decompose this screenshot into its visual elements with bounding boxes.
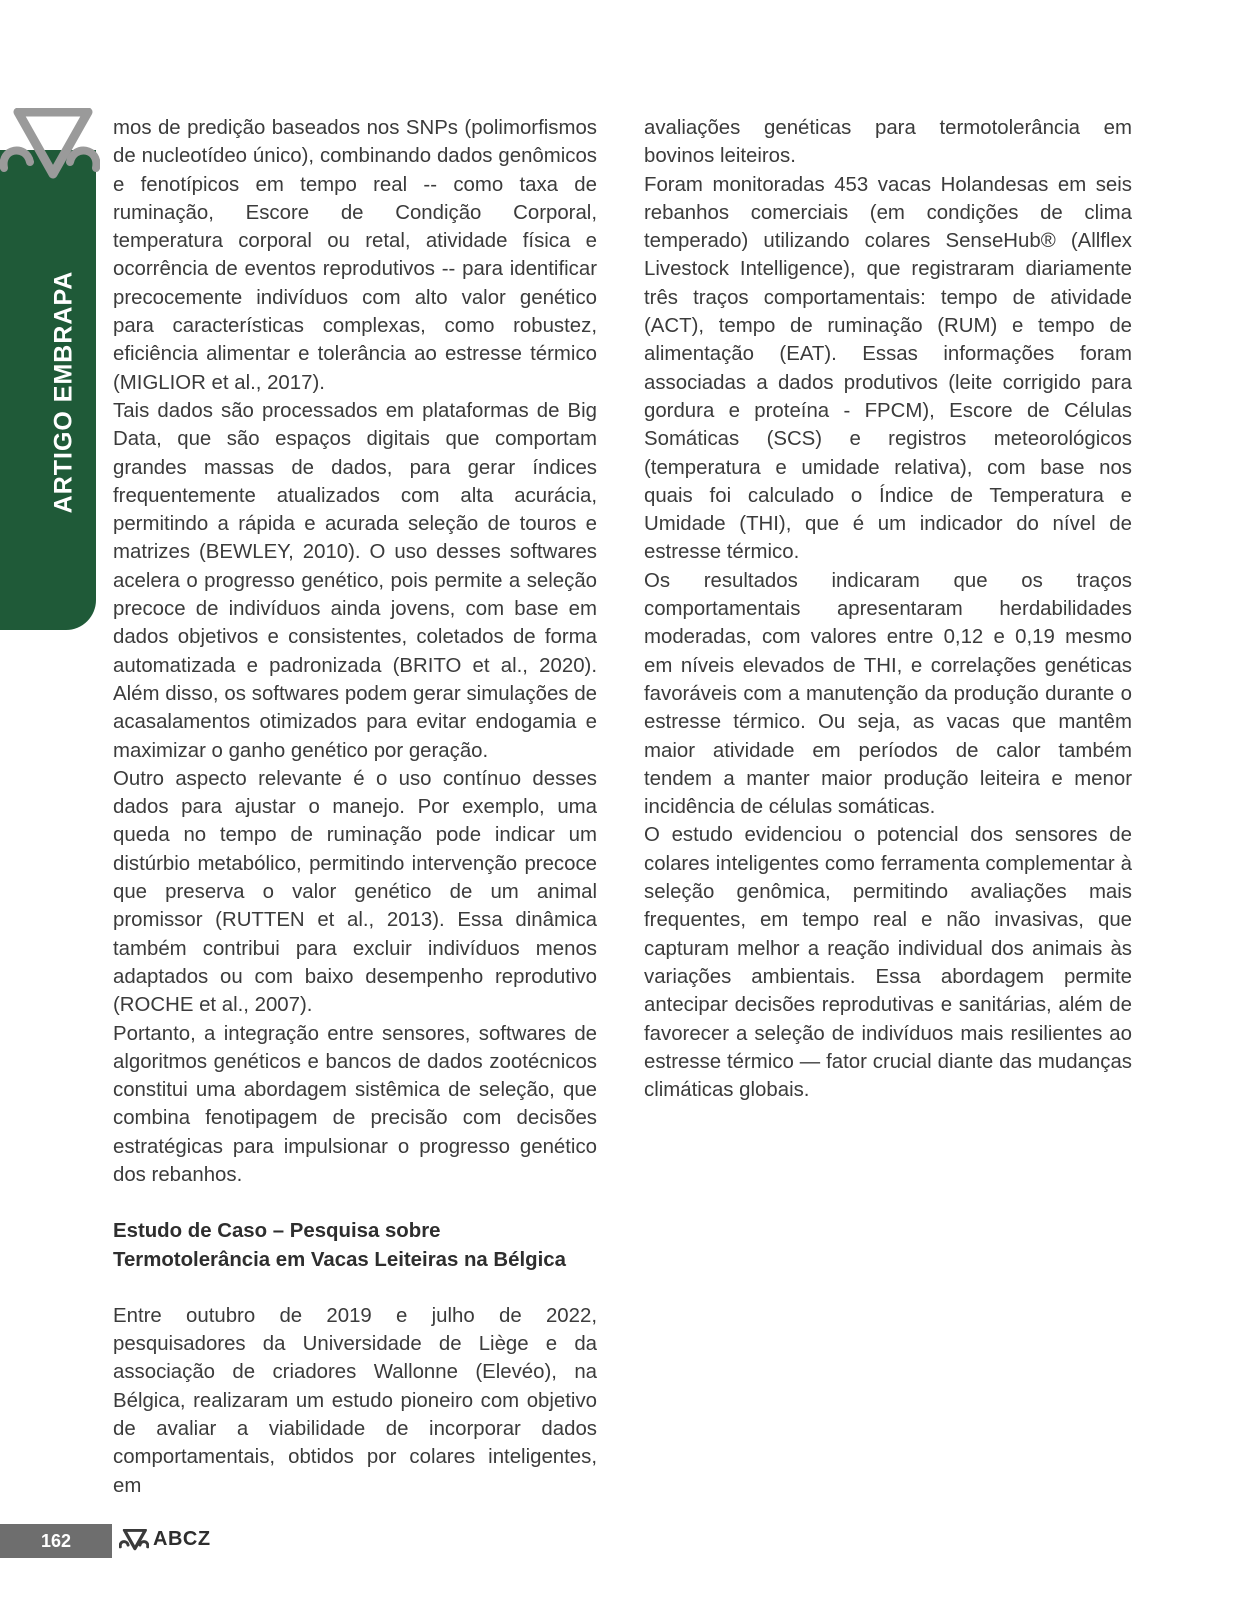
paragraph: O estudo evidenciou o potencial dos sensores de colares inteligentes como ferramenta complementar à seleção genômica, permitindo avaliações mais frequentes, em tempo real e não invasivas, que capturam melhor a reação individual dos animais às variações ambientais. Essa abordagem permite antecipar decisões reprodutivas e sanitárias, além de favorecer a seleção de indivíduos mais resilientes ao estresse térmico — fator crucial diante das mudanças climáticas globais. (644, 824, 1132, 1102)
side-tab (0, 150, 96, 630)
paragraph: avaliações genéticas para termotolerância em bovinos leiteiros. (644, 117, 1132, 168)
brand-name: ABCZ (153, 1528, 211, 1550)
side-tab-label: ARTIGO EMBRAPA (49, 270, 78, 514)
abcz-emblem-icon (0, 108, 100, 182)
paragraph: Portanto, a integração entre sensores, softwares de algoritmos genéticos e bancos de dados zootécnicos constitui uma abordagem sistêmica de seleção, que combina fenotipagem de precisão com decisões estratégicas para impulsionar o progresso genético dos rebanhos. (113, 1022, 597, 1186)
paragraph: Entre outubro de 2019 e julho de 2022, pesquisadores da Universidade de Liège e da associação de criadores Wallonne (Elevéo), na Bélgica, realizaram um estudo pioneiro com objetivo de avaliar a viabilidade de incorporar dados comportamentais, obtidos por colares inteligentes, em (113, 1304, 597, 1497)
left-column (113, 114, 597, 1500)
paragraph: Tais dados são processados em plataformas de Big Data, que são espaços digitais que comportam grandes massas de dados, para gerar índices frequentemente atualizados com alta acurácia, permitindo a rápida e acurada seleção de touros e matrizes (BEWLEY, 2010). O uso desses softwares acelera o progresso genético, pois permite a seleção precoce de indivíduos ainda jovens, com base em dados objetivos e consistentes, coletados de forma automatizada e padronizada (BRITO et al., 2020). Além disso, os softwares podem gerar simulações de acasalamentos otimizados para evitar endogamia e maximizar o ganho genético por geração. (113, 399, 597, 762)
paragraph: mos de predição baseados nos SNPs (polimorfismos de nucleotídeo único), combinando dados genômicos e fenotípicos em tempo real -- como taxa de ruminação, Escore de Condição Corporal, temperatura corporal ou retal, atividade física e ocorrência de eventos reprodutivos -- para identificar precocemente indivíduos com alto valor genético para características complexas, como robustez, eficiência alimentar e tolerância ao estresse térmico (MIGLIOR et al., 2017). (113, 117, 597, 394)
section-heading: Estudo de Caso – Pesquisa sobre Termotolerância em Vacas Leiteiras na Bélgica (113, 1220, 566, 1271)
footer-logo (119, 1528, 211, 1551)
paragraph: Os resultados indicaram que os traços comportamentais apresentaram herdabilidades moderadas, com valores entre 0,12 e 0,19 mesmo em níveis elevados de THI, e correlações genéticas favoráveis com a manutenção da produção durante o estresse térmico. Ou seja, as vacas que mantêm maior atividade em períodos de calor também tendem a manter maior produção leiteira e menor incidência de células somáticas. (644, 569, 1132, 819)
abcz-logo-icon (119, 1529, 149, 1551)
paragraph: Outro aspecto relevante é o uso contínuo desses dados para ajustar o manejo. Por exemplo, uma queda no tempo de ruminação pode indicar um distúrbio metabólico, permitindo intervenção precoce que preserva o valor genético de um animal promissor (RUTTEN et al., 2013). Essa dinâmica também contribui para excluir indivíduos menos adaptados ou com baixo desempenho reprodutivo (ROCHE et al., 2007). (113, 767, 597, 1017)
paragraph: Foram monitoradas 453 vacas Holandesas em seis rebanhos comerciais (em condições de clima temperado) utilizando colares SenseHub® (Allflex Livestock Intelligence), que registraram diariamente três traços comportamentais: tempo de atividade (ACT), tempo de ruminação (RUM) e tempo de alimentação (EAT). Essas informações foram associadas a dados produtivos (leite corrigido para gordura e proteína - FPCM), Escore de Células Somáticas (SCS) e registros meteorológicos (temperatura e umidade relativa), com base nos quais foi calculado o Índice de Temperatura e Umidade (THI), que é um indicador do nível de estresse térmico. (644, 173, 1132, 564)
page-number: 162 (0, 1524, 112, 1558)
right-column (644, 114, 1132, 1104)
